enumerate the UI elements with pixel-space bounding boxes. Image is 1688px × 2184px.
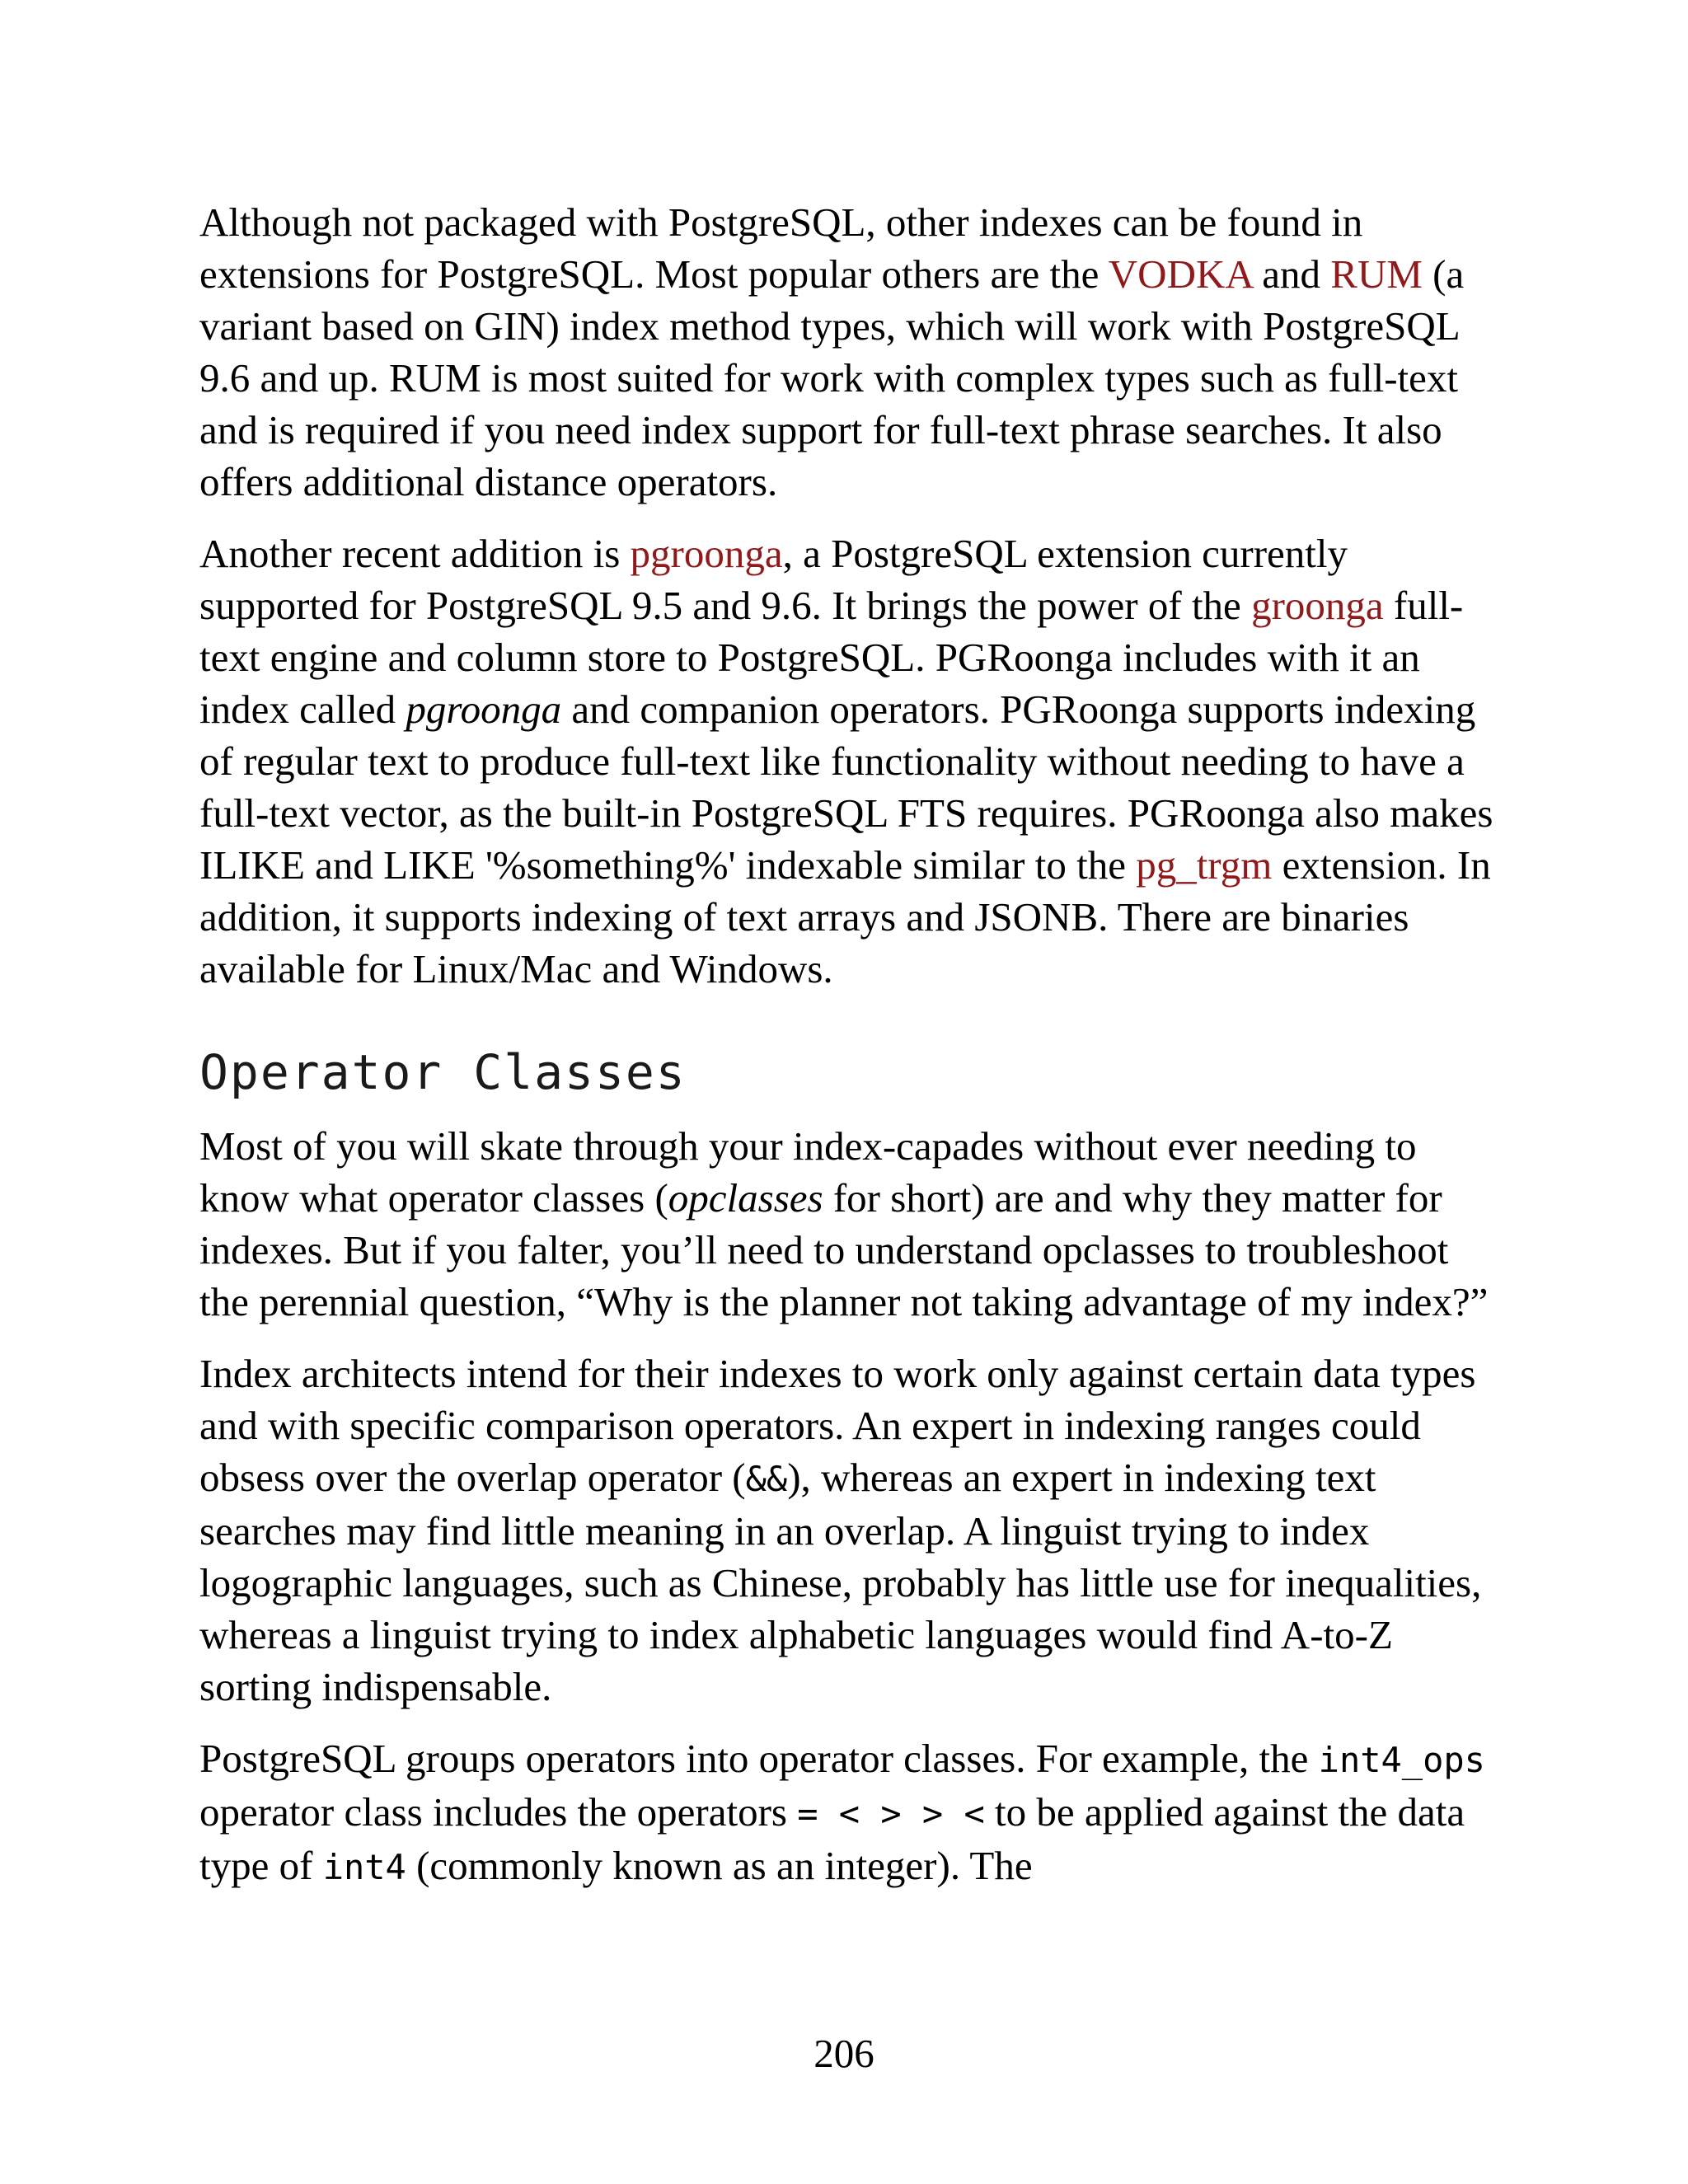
link-pg-trgm[interactable]: pg_trgm <box>1136 842 1273 888</box>
text-span: (a variant based on GIN) index method types, which will work with PostgreSQL 9.6 and up. RUM is most suited for work with complex types such as full-text and is required if you need index support for full-text phrase searches. It also offers additional distance operators. <box>199 251 1465 504</box>
link-pgroonga[interactable]: pgroonga <box>630 531 783 576</box>
text-span: and <box>1252 251 1331 297</box>
text-span: Another recent addition is <box>199 531 631 576</box>
text-span: Index architects intend for their indexes to work only against certain data types and with specific comparison operators. An expert in indexing ranges could obsess over the overlap operator ( <box>199 1351 1476 1500</box>
text-span: for short) are and why they matter for indexes. But if you falter, you’ll need to understand opclasses to troubleshoot the perennial question, “Why is the planner not taking advantage of my index?” <box>199 1175 1489 1324</box>
link-groonga[interactable]: groonga <box>1251 583 1384 628</box>
emphasis-opclasses: opclasses <box>668 1175 823 1221</box>
paragraph-operator-groups <box>199 1732 1493 1893</box>
text-span: to be applied against the data type of <box>199 1789 1465 1888</box>
code-int4: int4 <box>322 1847 406 1887</box>
code-overlap-operator: && <box>745 1459 788 1499</box>
text-span: Although not packaged with PostgreSQL, other indexes can be found in extensions for PostgreSQL. Most popular others are the <box>199 199 1363 297</box>
paragraph-index-architects <box>199 1347 1493 1713</box>
text-span: , a PostgreSQL extension currently supported for PostgreSQL 9.5 and 9.6. It brings the power of the <box>199 531 1348 628</box>
text-span: (commonly known as an integer). The <box>406 1843 1033 1888</box>
paragraph-other-indexes <box>199 196 1493 508</box>
code-operators: = < > > < <box>797 1793 985 1834</box>
code-int4-ops: int4_ops <box>1318 1740 1485 1780</box>
text-span: ), whereas an expert in indexing text searches may find little meaning in an overlap. A linguist trying to index logographic languages, such as Chinese, probably has little use for inequalities, whereas a linguist trying to index alphabetic languages would find A-to-Z sorting indispensable. <box>199 1455 1482 1709</box>
link-rum[interactable]: RUM <box>1330 251 1423 297</box>
paragraph-opclasses-intro <box>199 1120 1493 1328</box>
link-vodka[interactable]: VODKA <box>1108 251 1253 297</box>
page-body <box>199 196 1493 1913</box>
text-span: operator class includes the operators <box>199 1789 798 1835</box>
section-heading: Operator Classes <box>199 1044 687 1100</box>
text-span: extension. In addition, it supports indexing of text arrays and JSONB. There are binaries available for Linux/Mac and Windows. <box>199 842 1491 991</box>
text-span: full-text engine and column store to PostgreSQL. PGRoonga includes with it an index called <box>199 583 1464 732</box>
paragraph-pgroonga <box>199 527 1493 995</box>
page-number: 206 <box>814 2031 874 2076</box>
text-span: and companion operators. PGRoonga supports indexing of regular text to produce full-text like functionality without needing to have a full-text vector, as the built-in PostgreSQL FTS requires. PGRoonga also makes ILIKE and LIKE '%something%' indexable similar to the <box>199 687 1493 888</box>
text-span: Most of you will skate through your index-capades without ever needing to know what operator classes ( <box>199 1123 1417 1221</box>
text-span: PostgreSQL groups operators into operator classes. For example, the <box>199 1736 1319 1781</box>
emphasis-pgroonga: pgroonga <box>406 687 562 732</box>
